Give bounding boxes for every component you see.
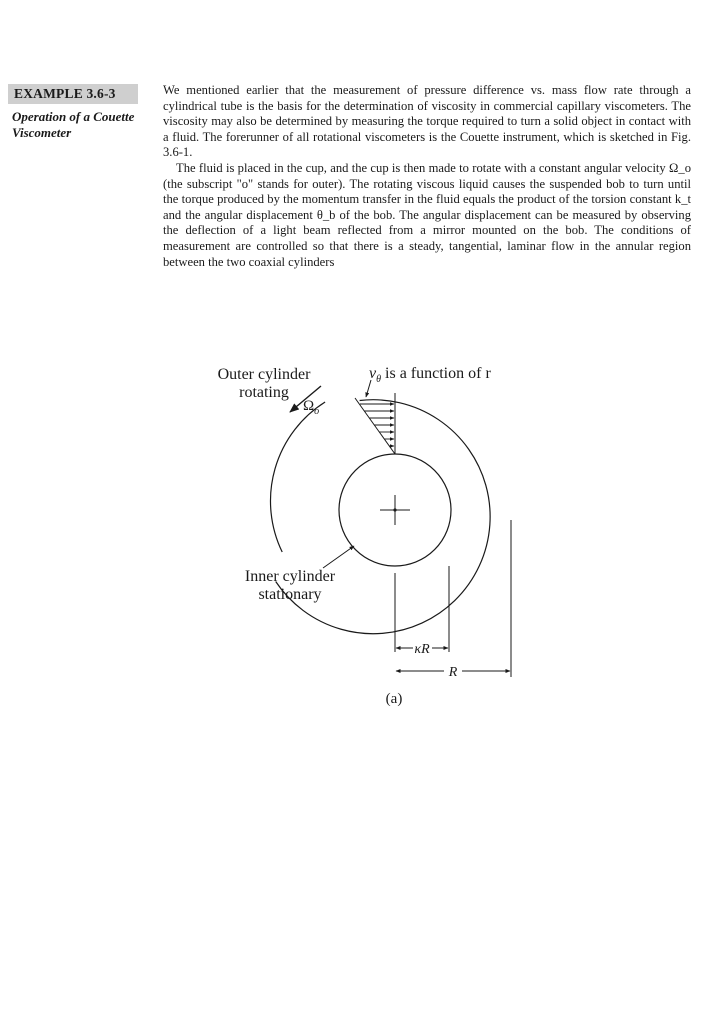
velocity-label <box>369 365 491 385</box>
omega-label <box>303 398 319 417</box>
velocity-leader <box>366 380 371 397</box>
paragraph-1: We mentioned earlier that the measurement of pressure difference vs. mass flow rate through a cylindrical tube is the basis for the determination of viscosity in commercial capillary viscometers. The viscosity may also be determined by measuring the torque required to turn a solid object in contact with a fluid. The forerunner of all rotational viscometers is the Couette instrument, which is sketched in Fig. 3.6-1. <box>163 83 691 160</box>
inner-label-line1: Inner cylinder <box>244 568 336 585</box>
velocity-profile-arrows <box>360 404 394 446</box>
velocity-symbol: v <box>369 365 377 382</box>
outer-cylinder-left <box>270 402 325 552</box>
example-label: EXAMPLE 3.6-3 <box>8 84 138 104</box>
inner-leader <box>323 546 354 568</box>
velocity-subscript: θ <box>376 374 382 385</box>
example-title-line1: Operation of a Couette <box>12 109 135 124</box>
inner-label-line2: stationary <box>258 586 322 603</box>
velocity-rest: is a function of r <box>381 365 491 382</box>
example-title-line2: Viscometer <box>12 125 72 140</box>
outer-label-line2: rotating <box>239 384 289 401</box>
center-dot <box>393 508 396 511</box>
omega-subscript: o <box>314 406 320 417</box>
paragraph-2: The fluid is placed in the cup, and the cup is then made to rotate with a constant angular velocity Ω_o (the subscript "o" stands for outer). The rotating viscous liquid causes the suspended bob to turn until the torque produced by the momentum transfer in the fluid equals the product of the torsion constant k_t and the angular displacement θ_b of the bob. The angular displacement can be measured by observing the deflection of a light beam reflected from a mirror mounted on the bob. The conditions of measurement are controlled so that there is a steady, tangential, laminar flow in the annular region between the two coaxial cylinders <box>163 160 691 269</box>
outer-label-line1: Outer cylinder <box>217 366 311 383</box>
kappa-r-label: κR <box>414 642 430 657</box>
r-label: R <box>448 665 458 680</box>
omega-symbol: Ω <box>303 398 315 414</box>
figure-caption: (a) <box>385 691 403 707</box>
